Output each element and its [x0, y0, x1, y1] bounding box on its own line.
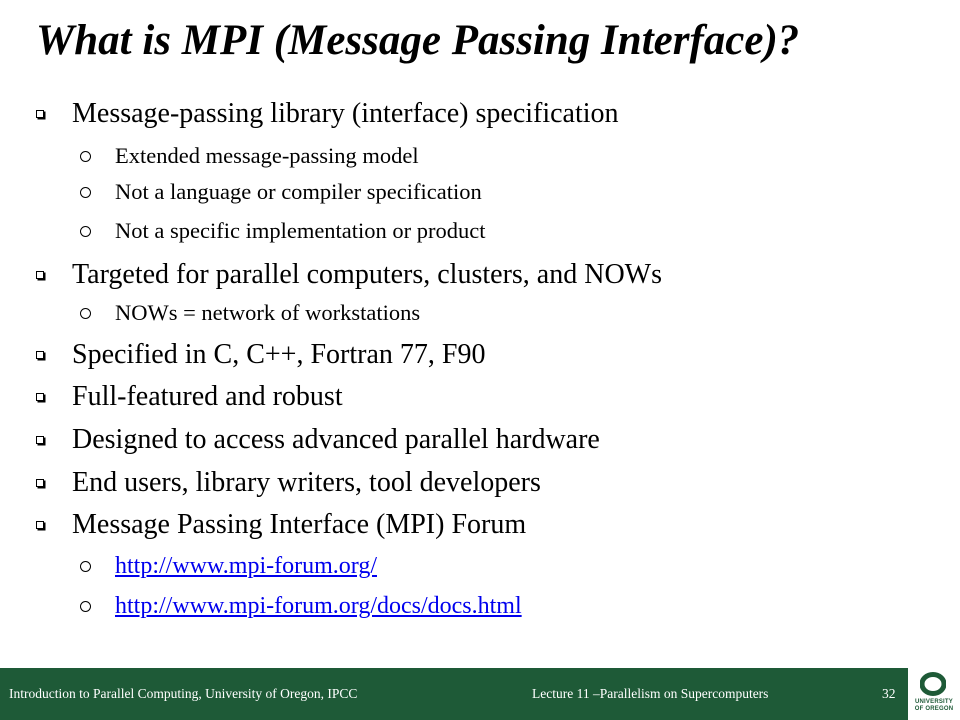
circle-bullet-icon [80, 187, 91, 198]
bullet-text: Targeted for parallel computers, clusters, and NOWs [72, 259, 662, 290]
square-bullet-icon [36, 110, 44, 118]
bullet-text: Message-passing library (interface) specification [72, 98, 619, 129]
oregon-o-icon [920, 672, 946, 696]
footer-lecture-title: Lecture 11 –Parallelism on Supercomputers [532, 686, 769, 701]
logo-line-university: UNIVERSITY [914, 699, 953, 705]
circle-bullet-icon [80, 226, 91, 237]
square-bullet-icon [36, 351, 44, 359]
square-bullet-icon [36, 271, 44, 279]
sub-bullet-text: Not a language or compiler specification [115, 179, 482, 204]
circle-bullet-icon [80, 308, 91, 319]
sub-bullet-text: Extended message-passing model [115, 143, 419, 168]
slide-title: What is MPI (Message Passing Interface)? [36, 17, 800, 64]
square-bullet-icon [36, 521, 44, 529]
bullet-text: Designed to access advanced parallel hardware [72, 424, 600, 455]
bullet-text: Specified in C, C++, Fortran 77, F90 [72, 339, 486, 370]
sub-bullet-text: NOWs = network of workstations [115, 300, 421, 325]
logo-wordmark [910, 699, 958, 713]
bullet-text: Full-featured and robust [72, 381, 343, 412]
footer-bar [0, 668, 908, 720]
circle-bullet-icon [80, 561, 91, 572]
circle-bullet-icon [80, 151, 91, 162]
sub-bullet-text: Not a specific implementation or product [115, 218, 486, 243]
logo-line-oregon: OF OREGON [914, 706, 954, 712]
mpi-forum-link[interactable]: http://www.mpi-forum.org/ [115, 553, 377, 579]
square-bullet-icon [36, 479, 44, 487]
university-logo [908, 668, 960, 720]
bullet-text: Message Passing Interface (MPI) Forum [72, 509, 527, 540]
square-bullet-icon [36, 393, 44, 401]
mpi-forum-docs-link[interactable]: http://www.mpi-forum.org/docs/docs.html [115, 593, 522, 619]
square-bullet-icon [36, 436, 44, 444]
bullet-text: End users, library writers, tool developers [72, 467, 541, 498]
footer-course-title: Introduction to Parallel Computing, University of Oregon, IPCC [9, 686, 358, 701]
slide-number: 32 [882, 686, 896, 701]
circle-bullet-icon [80, 601, 91, 612]
